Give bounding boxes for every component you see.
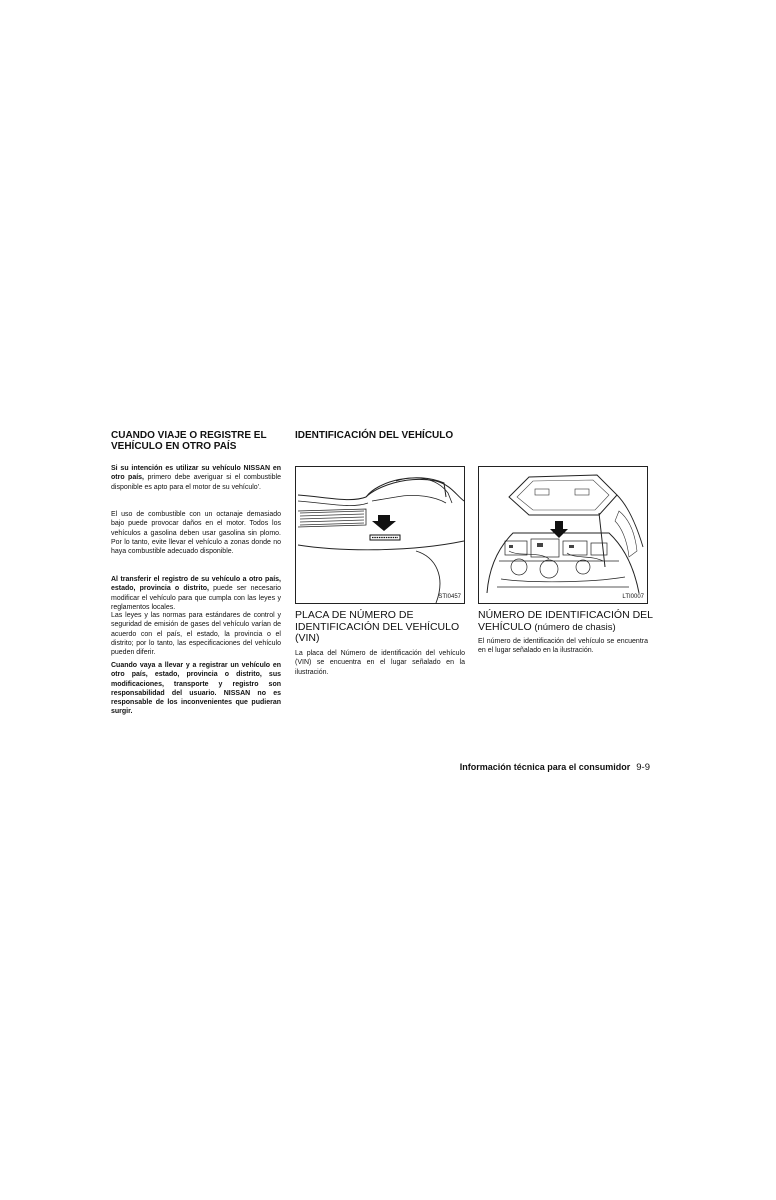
figure-vin-plate	[295, 466, 465, 604]
figure-title-sub: (número de chasis)	[531, 621, 616, 633]
paragraph-text: puede ser necesario modificar el vehículo para que cumpla con las leyes y reglamentos locales.	[111, 585, 281, 611]
figure-code: STI0457	[438, 594, 461, 600]
engine-bay-illustration	[479, 467, 648, 604]
paragraph-bold-text: Cuando vaya a llevar y a registrar un vehículo en otro país, estado, provincia o distrito, sus modificaciones, transporte y registro son responsabilidad del usuario. NISSAN no es responsable de los inconvenientes que pudieran surgir.	[111, 662, 281, 716]
section-heading-travel	[111, 430, 281, 452]
section-heading-identification: IDENTIFICACIÓN DEL VEHÍCULO	[295, 430, 454, 441]
paragraph-emissions: Las leyes y las normas para estándares de control y seguridad de emisión de gases del vehículo varían de acuerdo con el país, el estado, la provincia o el distrito; por lo tanto, las especificaciones del vehículo pueden diferir.	[111, 612, 281, 657]
paragraph-bold-lead: Al transferir el registro de su vehículo a otro país, estado, provincia o distrito,	[111, 576, 281, 593]
paragraph-bold-lead: Si su intención es utilizar su vehículo NISSAN en otro país,	[111, 465, 281, 482]
paragraph-vin-plate: La placa del Número de identificación del vehículo (VIN) se encuentra en el lugar señalado en la ilustración.	[295, 650, 465, 676]
figure-code: LTI0007	[622, 594, 644, 600]
paragraph-responsibility	[111, 661, 281, 717]
paragraph-text: primero debe averiguar si el combustible disponible es apto para el motor de su vehículo'.	[111, 474, 281, 491]
page-footer	[460, 762, 650, 773]
heading-line-2: VEHÍCULO EN OTRO PAÍS	[111, 441, 237, 452]
paragraph-chassis-number: El número de identificación del vehículo se encuentra en el lugar señalado en la ilustración.	[478, 638, 648, 655]
paragraph-octane: El uso de combustible con un octanaje demasiado bajo puede provocar daños en el motor. Todos los vehículos a gasolina deben usar gasolina sin plomo. Por lo tanto, evite llevar el vehículo a zonas donde no haya combustible adecuado disponible.	[111, 511, 281, 556]
figure-title-chassis-number	[478, 610, 653, 633]
footer-title: Información técnica para el consumidor	[459, 762, 631, 772]
figure-title-main: NÚMERO DE IDENTIFICACIÓN DEL VEHÍCULO	[478, 609, 653, 633]
dashboard-illustration	[296, 467, 465, 604]
figure-title-vin-plate: PLACA DE NÚMERO DE IDENTIFICACIÓN DEL VEHÍCULO (VIN)	[295, 609, 460, 644]
page-number: 9-9	[636, 762, 650, 773]
paragraph-registration	[111, 575, 281, 612]
figure-chassis-number	[478, 466, 648, 604]
paragraph-fuel-intent	[111, 464, 281, 492]
heading-line-1: CUANDO VIAJE O REGISTRE EL	[111, 430, 267, 441]
